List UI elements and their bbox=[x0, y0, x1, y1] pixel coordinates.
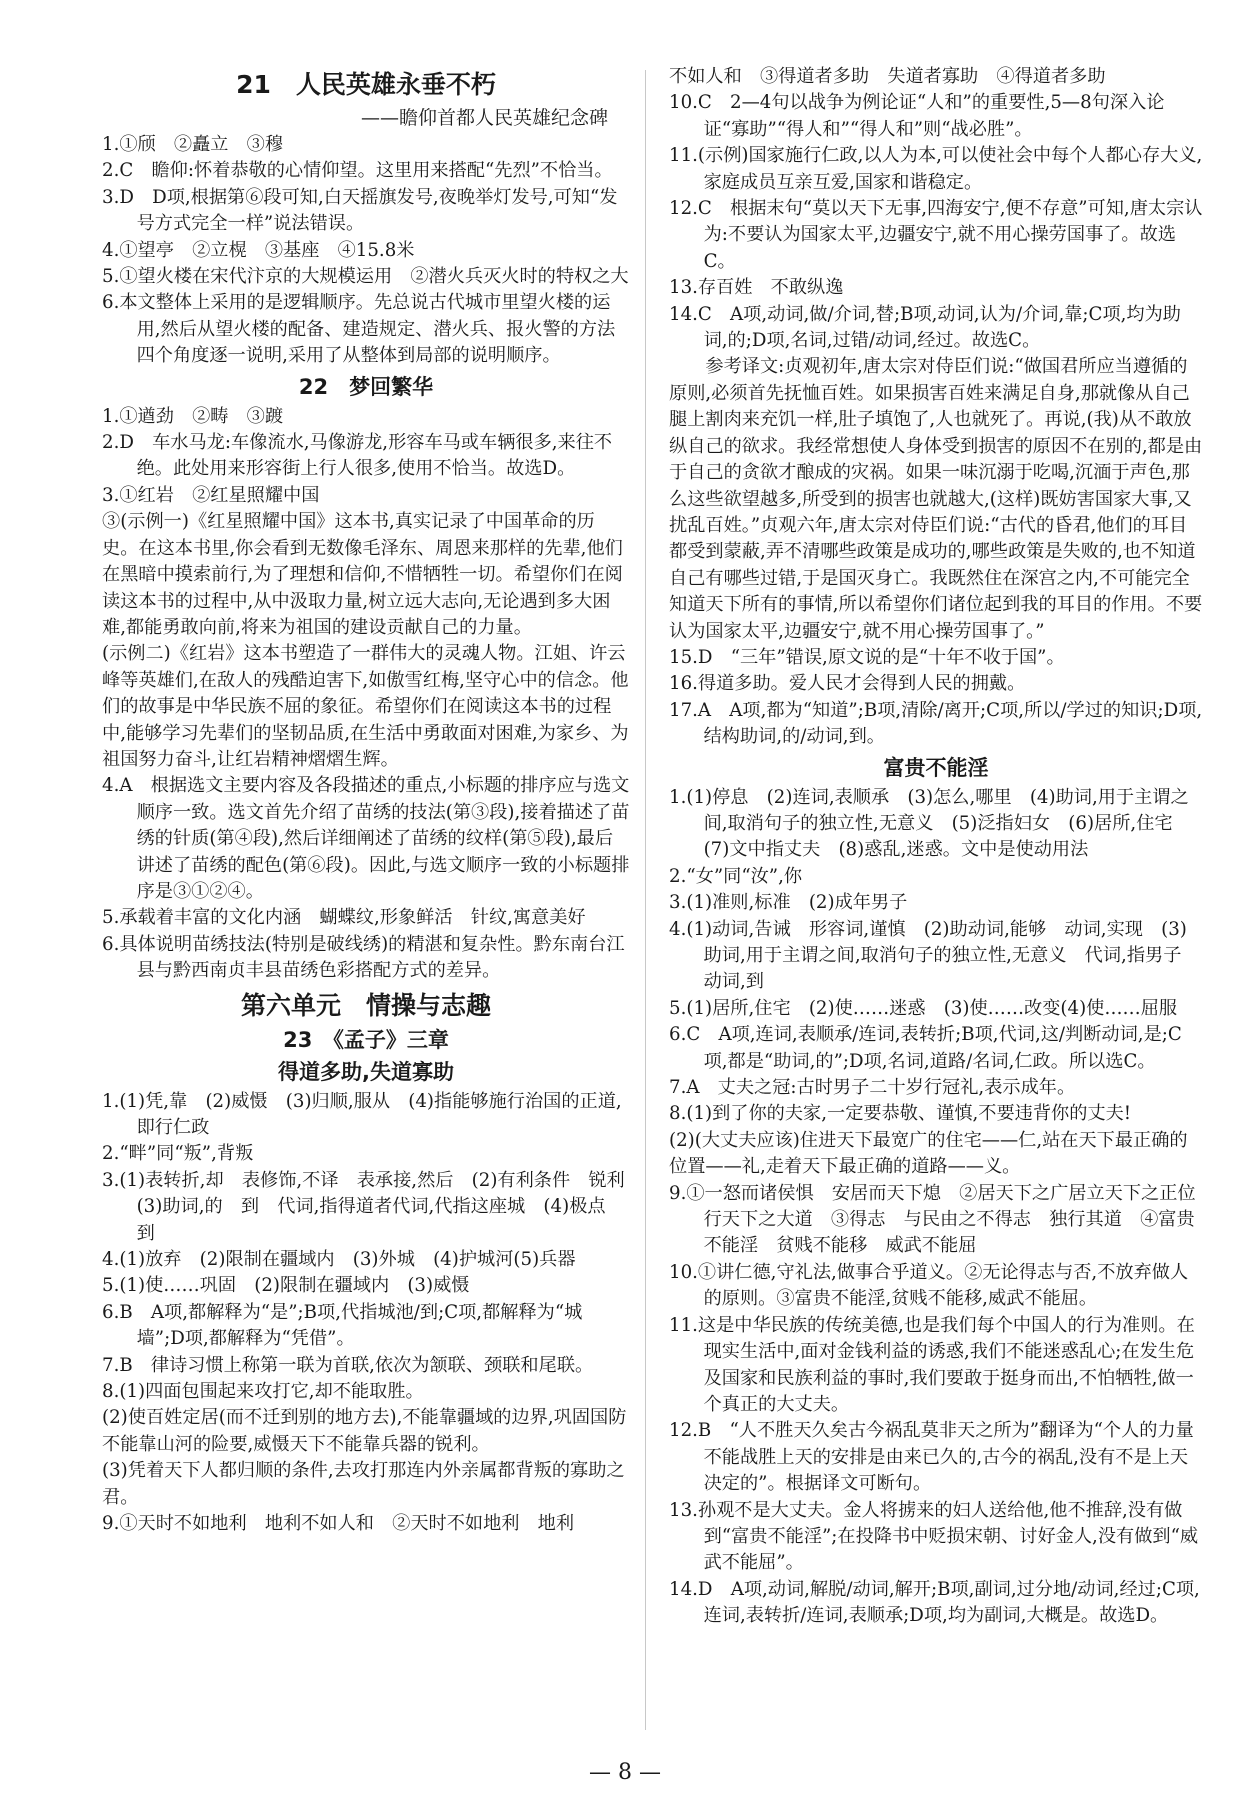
page-number: — 8 — bbox=[589, 1760, 661, 1785]
answer-item: 13.存百姓 不敢纵逸 bbox=[669, 277, 844, 299]
answer-item: 10.C 2—4句以战争为例论证“人和”的重要性,5—8句深入论证“寡助”“得人和”“得人和”则“战必胜”。 bbox=[669, 92, 1165, 140]
answer-item: 1.(1)停息 (2)连词,表顺承 (3)怎么,哪里 (4)助词,用于主谓之间,取消句子的独立性,无意义 (5)泛指妇女 (6)居所,住宅 (7)文中指丈夫 (8)惑乱,迷惑。文中是使动用法 bbox=[669, 786, 1191, 861]
answer-item: 6.本文整体上采用的是逻辑顺序。先总说古代城市里望火楼的运用,然后从望火楼的配备、建造规定、潜火兵、报火警的方法四个角度逐一说明,采用了从整体到局部的说明顺序。 bbox=[102, 292, 616, 367]
answer-item: 2.“女”同“汝”,你 bbox=[669, 865, 803, 887]
answer-item: 3.D D项,根据第⑥段可知,白天摇旗发号,夜晚举灯发号,可知“发号方式完全一样”说法错误。 bbox=[102, 186, 618, 235]
answer-item: 6.B A项,都解释为“是”;B项,代指城池/到;C项,都解释为“城墙”;D项,都解释为“凭借”。 bbox=[102, 1301, 583, 1350]
answer-item: 1.①遒劲 ②畴 ③踱 bbox=[102, 405, 284, 427]
answer-item: 14.C A项,动词,做/介词,替;B项,动词,认为/介词,靠;C项,均为助词,的;D项,名词,过错/动词,经过。故选C。 bbox=[669, 303, 1181, 352]
answer-item: 12.C 根据末句“莫以天下无事,四海安宁,便不存意”可知,唐太宗认为:不要认为国家太平,边疆安宁,就不用心操劳国事了。故选C。 bbox=[669, 198, 1203, 272]
answer-item: 4.①望亭 ②立榥 ③基座 ④15.8米 bbox=[102, 239, 415, 261]
answer-item: 2.C 瞻仰:怀着恭敬的心情仰望。这里用来搭配“先烈”不恰当。 bbox=[102, 160, 613, 182]
answer-item: (2)使百姓定居(而不迁到别的地方去),不能靠疆域的边界,巩固国防不能靠山河的险要,威慑天下不能靠兵器的锐利。 bbox=[102, 1407, 627, 1455]
section-heading: 22 梦回繁华 bbox=[298, 374, 434, 399]
section-heading: 富贵不能淫 bbox=[883, 755, 989, 780]
answer-item: 参考译文:贞观初年,唐太宗对侍臣们说:“做国君所应当遵循的原则,必须首先抚恤百姓。如果损害百姓来满足自身,那就像从自己腿上割肉来充饥一样,肚子填饱了,人也就死了。再说,(我)从不敢放纵自己的欲求。我经常想使人身体受到损害的原因不在别的,都是由于自己的贪欲才酿成的灾祸。如果一味沉溺于吃喝,沉湎于声色,那么这些欲望越多,所受到的损害也就越大,(这样)既妨害国家大事,又扰乱百姓。”贞观六年,唐太宗对侍臣们说:“古代的昏君,他们的耳目都受到蒙蔽,弄不清哪些政策是成功的,哪些政策是失败的,也不知道自己有哪些过错,于是国灭身亡。我既然住在深宫之内,不可能完全知道天下所有的事情,所以希望你们诸位起到我的耳目的作用。不要认为国家太平,边疆安宁,就不用心操劳国事了。” bbox=[669, 356, 1203, 642]
answer-item: 8.(1)到了你的夫家,一定要恭敬、谨慎,不要违背你的丈夫! bbox=[669, 1103, 1132, 1125]
answer-item: 3.(1)准则,标准 (2)成年男子 bbox=[669, 892, 908, 914]
section-heading: 第六单元 情操与志趣 bbox=[240, 990, 491, 1020]
answer-item: 5.承载着丰富的文化内涵 蝴蝶纹,形象鲜活 针纹,寓意美好 bbox=[102, 907, 586, 929]
answer-item: 1.①颀 ②矗立 ③穆 bbox=[102, 134, 284, 155]
section-heading: 得道多助,失道寡助 bbox=[278, 1059, 454, 1084]
answer-item: 6.具体说明苗绣技法(特别是破线绣)的精湛和复杂性。黔东南台江县与黔西南贞丰县苗绣色彩搭配方式的差异。 bbox=[102, 933, 625, 982]
answer-item: (2)(大丈夫应该)住进天下最宽广的住宅——仁,站在天下最正确的位置——礼,走着天下最正确的道路——义。 bbox=[669, 1129, 1188, 1178]
answer-item: 12.B “人不胜天久矣古今祸乱莫非天之所为”翻译为“个人的力量不能战胜上天的安排是由来已久的,古今的祸乱,没有不是上天决定的”。根据译文可断句。 bbox=[669, 1420, 1194, 1495]
answer-item: 17.A A项,都为“知道”;B项,清除/离开;C项,所以/学过的知识;D项,结构助词,的/动词,到。 bbox=[669, 699, 1203, 748]
answer-item: (3)凭着天下人都归顺的条件,去攻打那连内外亲属都背叛的寡助之君。 bbox=[102, 1460, 625, 1508]
answer-item: 5.(1)居所,住宅 (2)使……迷惑 (3)使……改变(4)使……屈服 bbox=[669, 997, 1178, 1019]
answer-item: 9.①一怒而诸侯惧 安居而天下熄 ②居天下之广居立天下之正位 行天下之大道 ③得志 与民由之不得志 独行其道 ④富贵不能淫 贫贱不能移 威武不能屈 bbox=[669, 1182, 1214, 1257]
section-heading: 23 《孟子》三章 bbox=[283, 1027, 449, 1052]
section-heading: 21 人民英雄永垂不朽 bbox=[236, 70, 496, 99]
answer-item: 11.这是中华民族的传统美德,也是我们每个中国人的行为准则。在现实生活中,面对金钱利益的诱惑,我们不能迷惑乱心;在发生危及国家和民族利益的事时,我们要敢于挺身而出,不怕牺牲,做一个真正的大丈夫。 bbox=[669, 1314, 1195, 1415]
section-subtitle: ——瞻仰首都人民英雄纪念碑 bbox=[360, 107, 608, 129]
answer-item: 15.D “三年”错误,原文说的是“十年不收于国”。 bbox=[669, 646, 1065, 668]
answer-item: 5.①望火楼在宋代汴京的大规模运用 ②潜火兵灭火时的特权之大 bbox=[102, 266, 629, 288]
answer-item: 7.B 律诗习惯上称第一联为首联,依次为颔联、颈联和尾联。 bbox=[102, 1354, 594, 1376]
left-column bbox=[102, 64, 643, 1734]
answer-item: 3.①红岩 ②红星照耀中国 bbox=[102, 484, 320, 506]
answer-item: 4.A 根据选文主要内容及各段描述的重点,小标题的排序应与选文顺序一致。选文首先介绍了苗绣的技法(第③段),接着描述了苗绣的针质(第④段),然后详细阐述了苗绣的纹样(第⑤段),最后讲述了苗绣的配色(第⑥段)。因此,与选文顺序一致的小标题排序是③①②④。 bbox=[102, 775, 630, 902]
answer-item: 13.孙观不是大丈夫。金人将掳来的妇人送给他,他不推辞,没有做到“富贵不能淫”;在投降书中贬损宋朝、讨好金人,没有做到“威武不能屈”。 bbox=[669, 1499, 1199, 1574]
answer-item: 2.D 车水马龙:车像流水,马像游龙,形容车马或车辆很多,来往不绝。此处用来形容街上行人很多,使用不恰当。故选D。 bbox=[102, 432, 613, 480]
answer-item: 5.(1)使……巩固 (2)限制在疆域内 (3)威慑 bbox=[102, 1275, 470, 1297]
column-divider bbox=[645, 70, 646, 1730]
answer-item: 3.(1)表转折,却 表修饰,不译 表承接,然后 (2)有利条件 锐利 (3)助词,的 到 代词,指得道者代词,代指这座城 (4)极点 到 bbox=[102, 1169, 643, 1244]
answer-item: 16.得道多助。爱人民才会得到人民的拥戴。 bbox=[669, 673, 1026, 695]
answer-item: 7.A 丈夫之冠:古时男子二十岁行冠礼,表示成年。 bbox=[669, 1077, 1076, 1099]
answer-item: 不如人和 ③得道者多助 失道者寡助 ④得道者多助 bbox=[669, 66, 1106, 87]
answer-item: ③(示例一)《红星照耀中国》这本书,真实记录了中国革命的历史。在这本书里,你会看到无数像毛泽东、周恩来那样的先辈,他们在黑暗中摸索前行,为了理想和信仰,不惜牺牲一切。希望你们在阅读这本书的过程中,从中汲取力量,树立远大志向,无论遇到多大困难,都能勇敢向前,将来为祖国的建设贡献自己的力量。 bbox=[102, 511, 623, 638]
answer-item: 4.(1)动词,告诫 形容词,谨慎 (2)助动词,能够 动词,实现 (3)助词,用于主谓之间,取消句子的独立性,无意义 代词,指男子 动词,到 bbox=[669, 918, 1200, 993]
answer-item: 10.①讲仁德,守礼法,做事合乎道义。②无论得志与否,不放弃做人的原则。③富贵不能淫,贫贱不能移,威武不能屈。 bbox=[669, 1261, 1189, 1310]
answer-item: 8.(1)四面包围起来攻打它,却不能取胜。 bbox=[102, 1381, 424, 1403]
right-column bbox=[669, 64, 1214, 1734]
answer-item: 1.(1)凭,靠 (2)威慑 (3)归顺,服从 (4)指能够施行治国的正道,即行仁政 bbox=[102, 1090, 622, 1138]
answer-item: 6.C A项,连词,表顺承/连词,表转折;B项,代词,这/判断动词,是;C项,都是“助词,的”;D项,名词,道路/名词,仁政。所以选C。 bbox=[669, 1024, 1182, 1072]
answer-item: 14.D A项,动词,解脱/动词,解开;B项,副词,过分地/动词,经过;C项,连词,表转折/连词,表顺承;D项,均为副词,大概是。故选D。 bbox=[669, 1578, 1200, 1627]
answer-item: 4.(1)放弃 (2)限制在疆域内 (3)外城 (4)护城河(5)兵器 bbox=[102, 1249, 576, 1271]
answer-item: (示例二)《红岩》这本书塑造了一群伟大的灵魂人物。江姐、许云峰等英雄们,在敌人的残酷迫害下,如傲雪红梅,坚守心中的信念。他们的故事是中华民族不屈的象征。希望你们在阅读这本书的过程中,能够学习先辈们的坚韧品质,在生活中勇敢面对困难,为家乡、为祖国努力奋斗,让红岩精神熠熠生辉。 bbox=[102, 643, 629, 770]
answer-item: 11.(示例)国家施行仁政,以人为本,可以使社会中每个人都心存大义,家庭成员互亲互爱,国家和谐稳定。 bbox=[669, 145, 1203, 193]
answer-item: 9.①天时不如地利 地利不如人和 ②天时不如地利 地利 bbox=[102, 1513, 575, 1535]
answer-item: 2.“畔”同“叛”,背叛 bbox=[102, 1143, 254, 1165]
